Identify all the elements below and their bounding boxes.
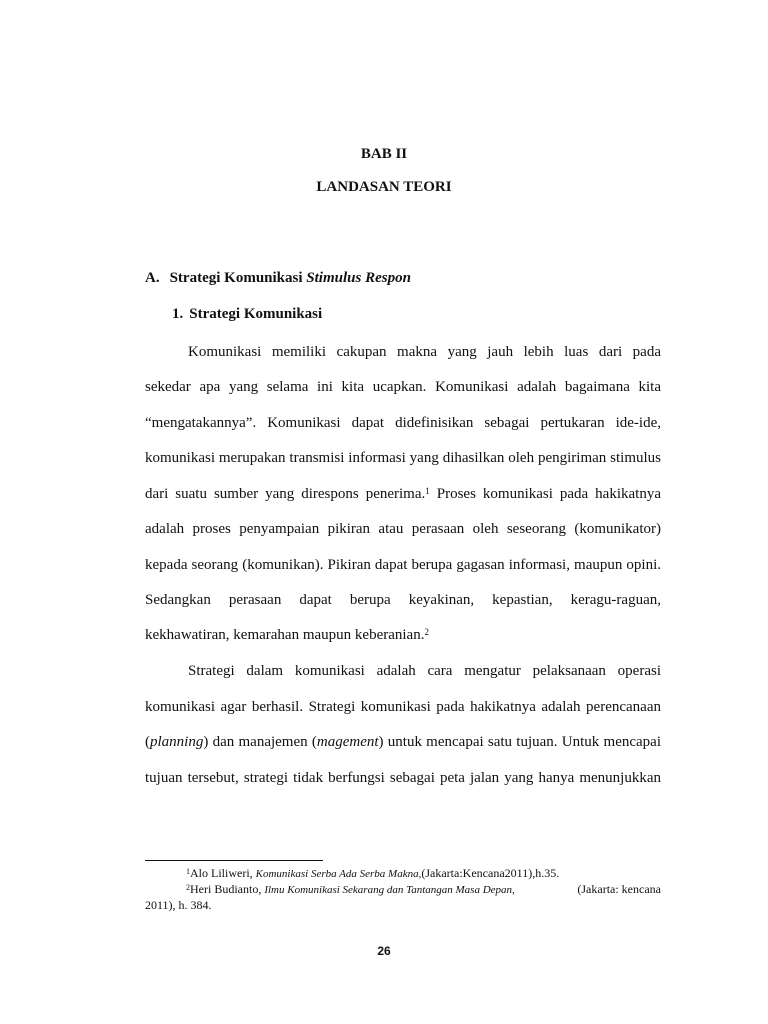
paragraph-2-line-3-open: ( <box>145 734 150 750</box>
footnote-1-title: Komunikasi Serba Ada Serba Makna, <box>255 868 422 880</box>
footnote-2 <box>186 882 661 898</box>
paragraph-1-line-5-text-a: dari suatu sumber yang direspons penerima. <box>145 486 426 502</box>
subsection-1-marker: 1. <box>172 306 184 322</box>
page-number: 26 <box>377 944 391 958</box>
footnote-separator <box>145 860 323 861</box>
footnote-2-title: Ilmu Komunikasi Sekarang dan Tantangan Masa Depan, <box>264 884 515 896</box>
paragraph-1-line-8: Sedangkan perasaan dapat berupa keyakinan, kepastian, keragu-raguan, <box>145 592 661 608</box>
footnote-1-rest: (Jakarta:Kencana2011),h.35. <box>421 866 560 880</box>
paragraph-1-line-5 <box>145 484 661 504</box>
footnote-ref-2: 2 <box>424 627 429 637</box>
paragraph-2-line-2: komunikasi agar berhasil. Strategi komunikasi pada hakikatnya adalah perencanaan <box>145 699 661 715</box>
paragraph-1-line-9-text: kekhawatiran, kemarahan maupun keberanian. <box>145 627 425 643</box>
term-magement: magement <box>316 734 379 750</box>
footnote-2-continuation: 2011), h. 384. <box>145 898 212 912</box>
paragraph-1-line-5-text-b: Proses komunikasi pada hakikatnya <box>429 486 661 502</box>
paragraph-1-line-1: Komunikasi memiliki cakupan makna yang jauh lebih luas dari pada <box>188 344 661 360</box>
footnote-2-rest: (Jakarta: kencana <box>577 882 661 896</box>
footnote-1-number: 1 <box>186 867 190 876</box>
paragraph-2-line-3 <box>145 732 661 752</box>
paragraph-2-line-1: Strategi dalam komunikasi adalah cara mengatur pelaksanaan operasi <box>188 663 661 679</box>
footnote-1 <box>186 866 559 882</box>
paragraph-1-line-7: kepada seorang (komunikan). Pikiran dapat berupa gagasan informasi, maupun opini. <box>145 557 661 573</box>
paragraph-1-line-2: sekedar apa yang selama ini kita ucapkan. Komunikasi adalah bagaimana kita <box>145 379 661 395</box>
paragraph-1-line-6: adalah proses penyampaian pikiran atau perasaan oleh seseorang (komunikator) <box>145 521 661 537</box>
subsection-1-heading <box>172 306 322 323</box>
paragraph-1-line-9 <box>145 625 661 645</box>
chapter-number: BAB II <box>360 146 408 162</box>
footnote-2-author: Heri Budianto, <box>190 882 265 896</box>
paragraph-2-line-3-end: ) untuk mencapai satu tujuan. Untuk mencapai <box>378 734 662 750</box>
term-planning: planning <box>150 734 204 750</box>
footnote-1-author: Alo Liliweri, <box>190 866 256 880</box>
footnote-2-number: 2 <box>186 883 190 892</box>
subsection-1-title: Strategi Komunikasi <box>189 306 323 322</box>
section-a-title: Strategi Komunikasi <box>169 270 307 286</box>
paragraph-2-line-3-mid: ) dan manajemen ( <box>203 734 317 750</box>
paragraph-1-line-4: komunikasi merupakan transmisi informasi yang dihasilkan oleh pengiriman stimulus <box>145 450 661 466</box>
section-a-heading <box>145 270 411 287</box>
section-a-marker: A. <box>145 270 160 286</box>
chapter-title: LANDASAN TEORI <box>316 179 452 195</box>
paragraph-2-line-4: tujuan tersebut, strategi tidak berfungsi sebagai peta jalan yang hanya menunjukkan <box>145 770 661 786</box>
section-a-title-italic: Stimulus Respon <box>306 270 411 286</box>
paragraph-1-line-3: “mengatakannya”. Komunikasi dapat didefinisikan sebagai pertukaran ide-ide, <box>145 415 661 431</box>
footnote-ref-1: 1 <box>425 486 430 496</box>
